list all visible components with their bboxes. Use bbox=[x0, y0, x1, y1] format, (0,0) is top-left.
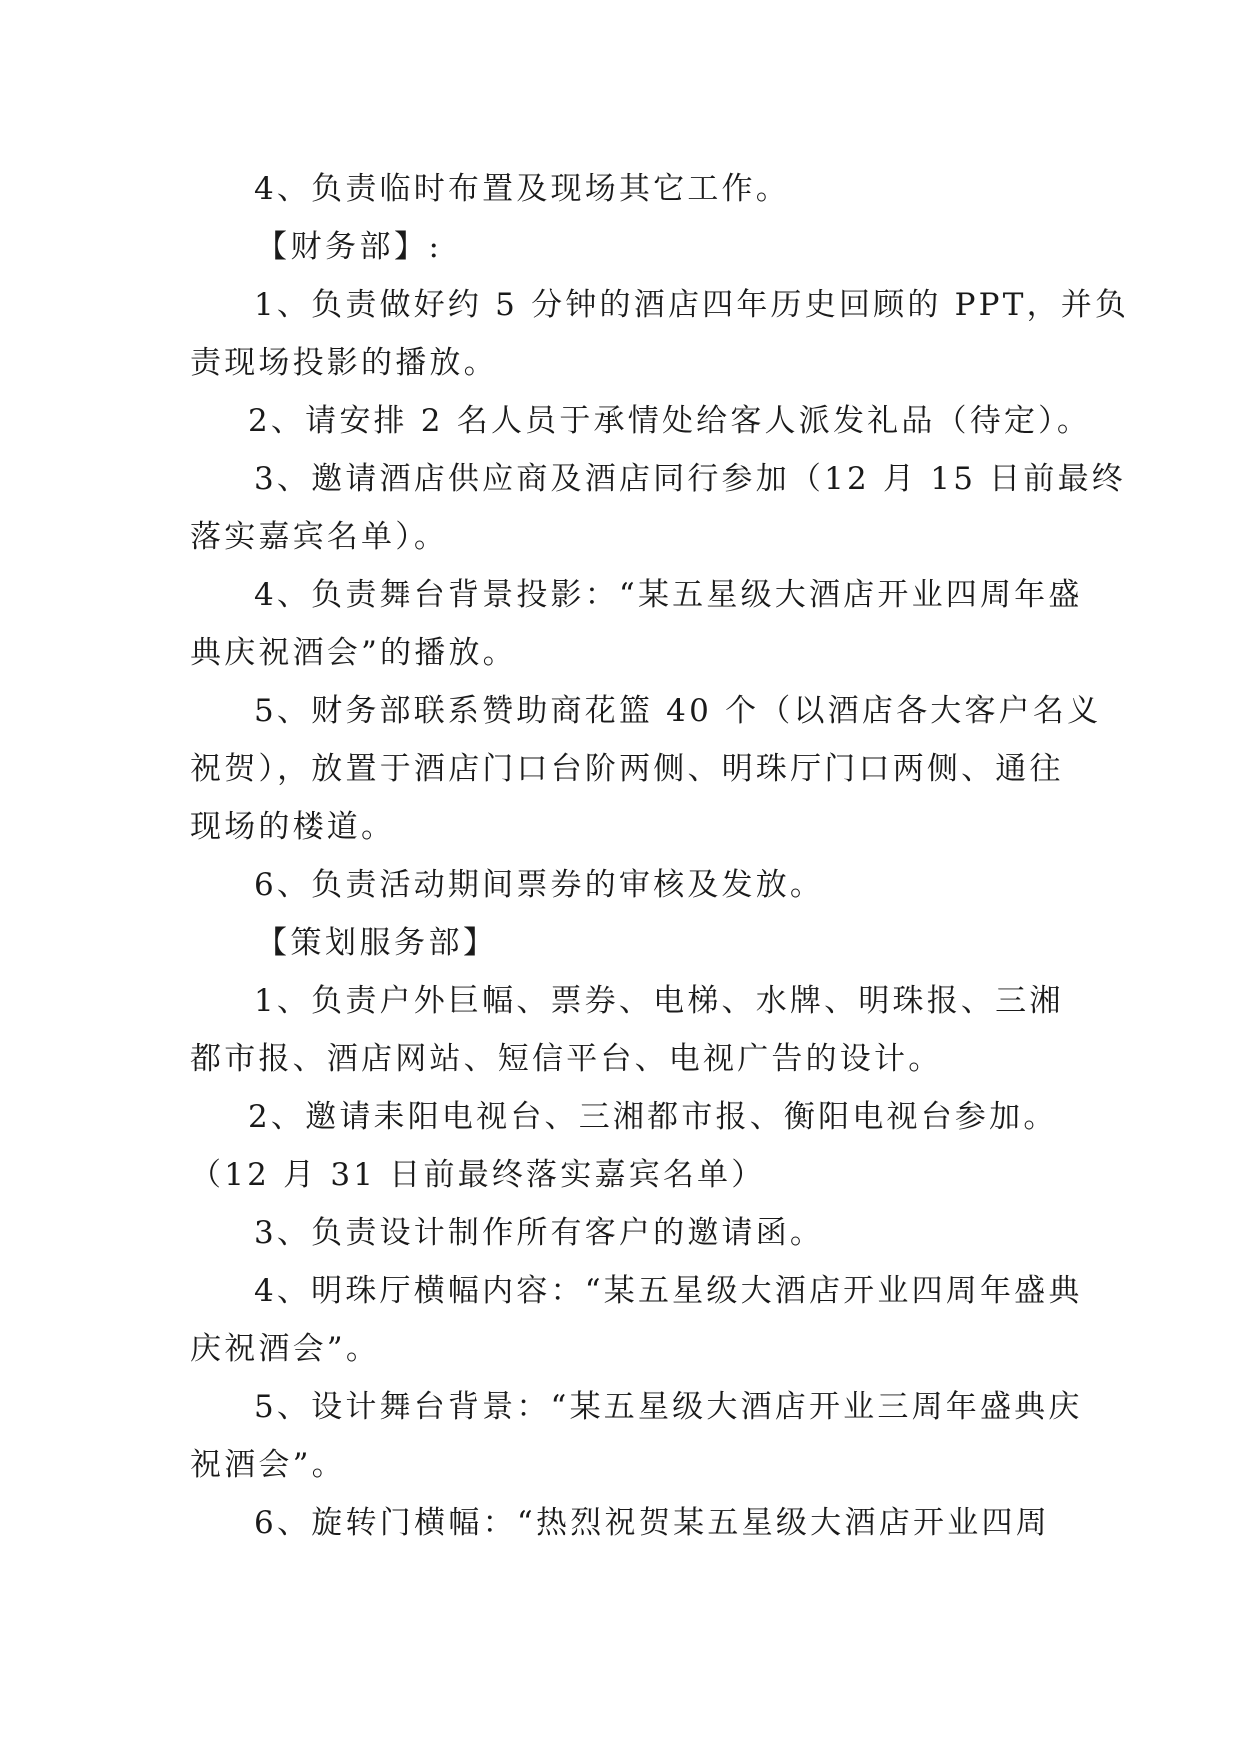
paragraph-line: 1、负责做好约 5 分钟的酒店四年历史回顾的 PPT，并负 bbox=[254, 287, 1130, 323]
paragraph-line: 6、负责活动期间票券的审核及发放。 bbox=[254, 867, 825, 903]
paragraph-line: 1、负责户外巨幅、票券、电梯、水牌、明珠报、三湘 bbox=[254, 983, 1064, 1019]
paragraph-line: 4、负责临时布置及现场其它工作。 bbox=[254, 171, 790, 207]
paragraph-line: 4、负责舞台背景投影：“某五星级大酒店开业四周年盛 bbox=[254, 577, 1083, 613]
paragraph-line: 2、邀请耒阳电视台、三湘都市报、衡阳电视台参加。 bbox=[248, 1099, 1058, 1135]
paragraph-line: 2、请安排 2 名人员于承情处给客人派发礼品（待定）。 bbox=[248, 403, 1092, 439]
paragraph-line: 典庆祝酒会”的播放。 bbox=[190, 635, 517, 671]
paragraph-line: 3、邀请酒店供应商及酒店同行参加（12 月 15 日前最终 bbox=[254, 461, 1126, 497]
paragraph-line: （12 月 31 日前最终落实嘉宾名单） bbox=[190, 1157, 766, 1193]
paragraph-line: 庆祝酒会”。 bbox=[190, 1331, 381, 1367]
document-body bbox=[190, 160, 1130, 1552]
paragraph-line: 3、负责设计制作所有客户的邀请函。 bbox=[254, 1215, 825, 1251]
paragraph-line: 4、明珠厅横幅内容：“某五星级大酒店开业四周年盛典 bbox=[254, 1273, 1083, 1309]
paragraph-line: 责现场投影的播放。 bbox=[190, 345, 498, 381]
paragraph-line: 祝酒会”。 bbox=[190, 1447, 346, 1483]
paragraph-line: 落实嘉宾名单）。 bbox=[190, 519, 449, 555]
paragraph-line: 5、财务部联系赞助商花篮 40 个（以酒店各大客户名义 bbox=[254, 693, 1102, 729]
paragraph-line: 祝贺），放置于酒店门口台阶两侧、明珠厅门口两侧、通往 bbox=[190, 751, 1064, 787]
paragraph-line: 6、旋转门横幅：“热烈祝贺某五星级大酒店开业四周 bbox=[254, 1505, 1050, 1541]
paragraph-line: 现场的楼道。 bbox=[190, 809, 396, 845]
paragraph-line: 都市报、酒店网站、短信平台、电视广告的设计。 bbox=[190, 1041, 943, 1077]
paragraph-line: 5、设计舞台背景：“某五星级大酒店开业三周年盛典庆 bbox=[254, 1389, 1083, 1425]
section-heading-finance: 【财务部】: bbox=[256, 229, 443, 265]
section-heading-planning: 【策划服务部】 bbox=[256, 925, 498, 961]
